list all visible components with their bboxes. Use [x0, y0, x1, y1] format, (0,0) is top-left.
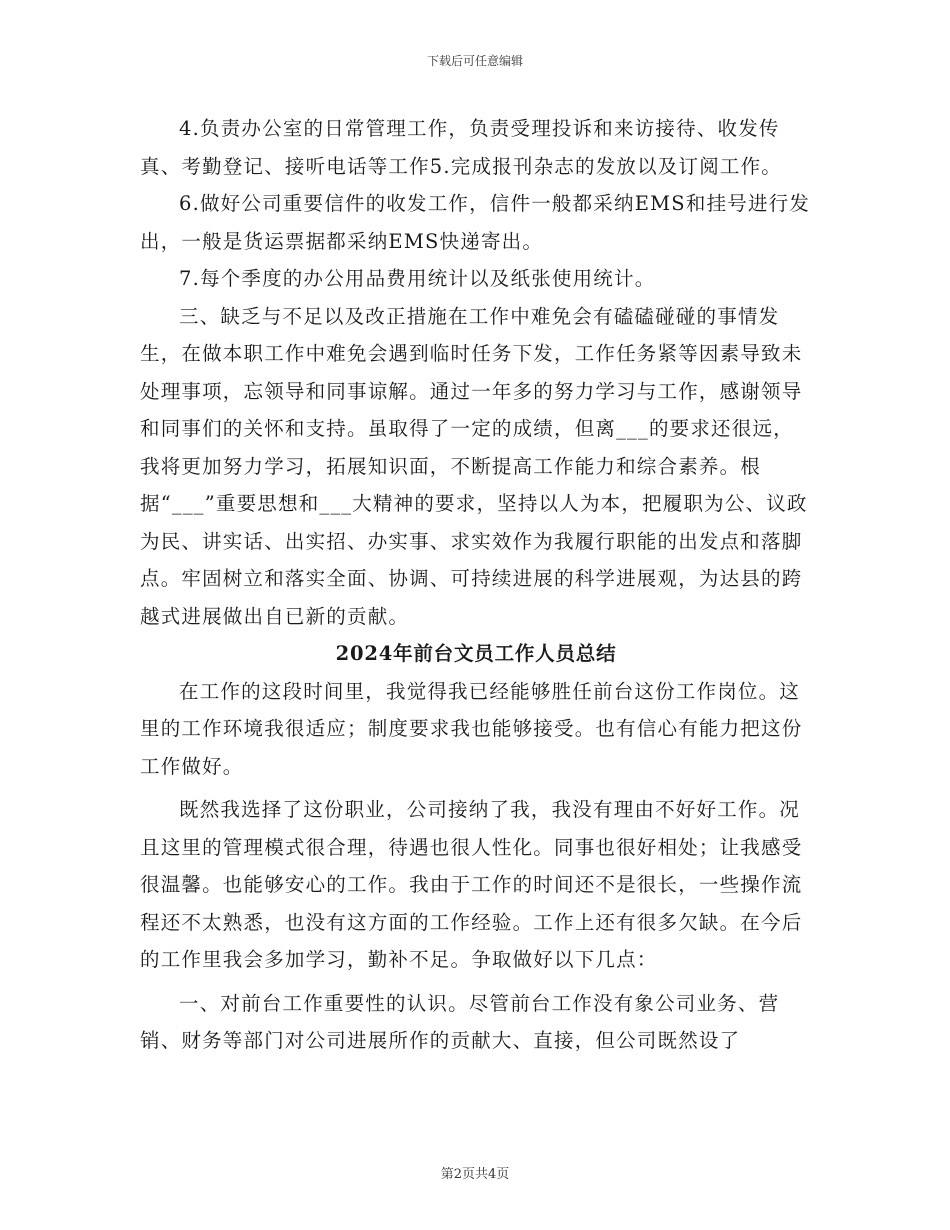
paragraph-career: 既然我选择了这份职业，公司接纳了我，我没有理由不好好工作。况且这里的管理模式很合理，待遇也很人性化。同事也很好相处；让我感受很温馨。也能够安心的工作。我由于工作的时间还不是很长，一些操作流程还不太熟悉，也没有这方面的工作经验。工作上还有很多欠缺。在今后的工作里我会多加学习，勤补不足。争取做好以下几点： — [140, 798, 803, 971]
page-header: 下载后可任意编辑 — [426, 54, 523, 68]
paragraph-item-6: 6.做好公司重要信件的收发工作，信件一般都采纳EMS和挂号进行发出，一般是货运票据都采纳EMS快递寄出。 — [140, 192, 811, 253]
paragraph-shortcomings: 三、缺乏与不足以及改正措施在工作中难免会有磕磕碰碰的事情发生，在做本职工作中难免会遇到临时任务下发，工作任务紧等因素导致未处理事项，忘领导和同事谅解。通过一年多的努力学习与工作，感谢领导和同事们的关怀和支持。虽取得了一定的成绩，但离___的要求还很远，我将更加努力学习，拓展知识面，不断提高工作能力和综合素养。根据“___”重要思想和___大精神的要求，坚持以人为本，把履职为公、议政为民、讲实话、出实招、办实事、求实效作为我履行职能的出发点和落脚点。牢固树立和落实全面、协调、可持续进展的科学进展观，为达县的跨越式进展做出自已新的贡献。 — [140, 304, 808, 628]
paragraph-item-7: 7.每个季度的办公用品费用统计以及纸张使用统计。 — [179, 267, 656, 290]
paragraph-point-1: 一、对前台工作重要性的认识。尽管前台工作没有象公司业务、营销、财务等部门对公司进展所作的贡献大、直接，但公司既然设了 — [140, 991, 780, 1052]
paragraph-item-4-5: 4.负责办公室的日常管理工作，负责受理投诉和来访接待、收发传真、考勤登记、接听电话等工作5.完成报刊杂志的发放以及订阅工作。 — [140, 117, 783, 178]
section-title: 2024年前台文员工作人员总结 — [335, 642, 617, 665]
paragraph-intro: 在工作的这段时间里，我觉得我已经能够胜任前台这份工作岗位。这里的工作环境我很适应；制度要求我也能够接受。也有信心有能力把这份工作做好。 — [140, 679, 803, 778]
document-body — [140, 110, 812, 1060]
page-footer: 第2页共4页 — [440, 1167, 510, 1182]
